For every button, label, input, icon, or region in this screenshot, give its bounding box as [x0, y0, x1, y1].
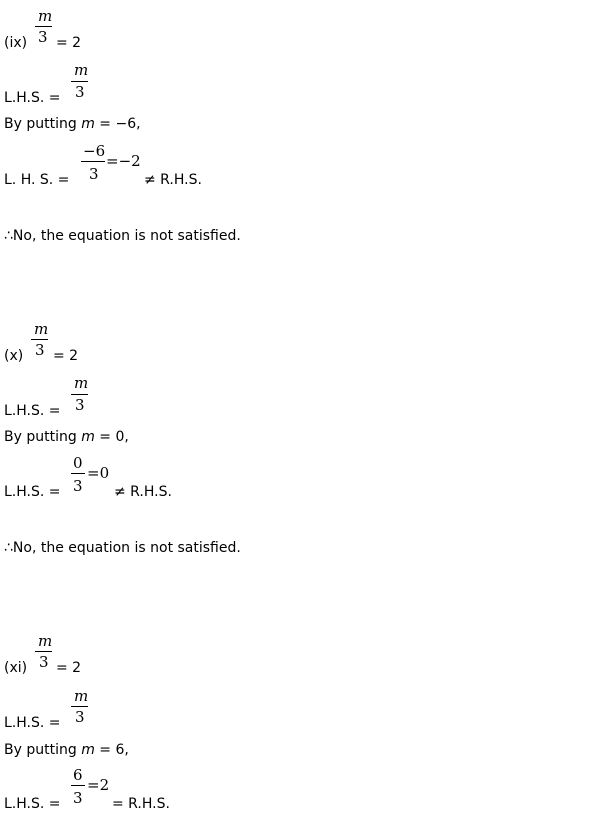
eval-numerator: 0 [73, 454, 83, 472]
eval-denominator: 3 [89, 165, 99, 183]
substitution-line [4, 116, 141, 132]
fraction-bar [71, 81, 88, 82]
fraction-bar [71, 785, 85, 786]
eq-denominator: 3 [39, 653, 49, 671]
eval-label: L.H.S. = [4, 484, 61, 500]
eval-compare: ≠ R.H.S. [144, 172, 202, 188]
lhs-label: L.H.S. = [4, 90, 61, 106]
eval-numerator: 6 [73, 766, 83, 784]
lhs-denominator: 3 [75, 708, 85, 726]
eval-result: =2 [87, 776, 110, 794]
substitution-line [4, 742, 129, 758]
put-variable: m [81, 742, 95, 758]
conclusion: ∴No, the equation is not satisfied. [4, 540, 241, 556]
lhs-denominator: 3 [75, 83, 85, 101]
fraction-bar [71, 473, 85, 474]
put-variable: m [81, 116, 95, 132]
put-value: = −6, [99, 116, 141, 132]
fraction-bar [71, 706, 88, 707]
eval-result: =0 [87, 464, 110, 482]
put-text: By putting [4, 742, 77, 758]
lhs-numerator: m [74, 374, 89, 392]
eval-denominator: 3 [73, 789, 83, 807]
lhs-numerator: m [74, 61, 89, 79]
eval-compare: ≠ R.H.S. [114, 484, 172, 500]
section-label: (x) [4, 348, 24, 364]
lhs-numerator: m [74, 687, 89, 705]
eval-label: L. H. S. = [4, 172, 70, 188]
eq-rhs: = 2 [56, 660, 82, 676]
eq-denominator: 3 [38, 28, 48, 46]
put-variable: m [81, 429, 95, 445]
fraction-bar [31, 339, 48, 340]
eval-denominator: 3 [73, 477, 83, 495]
eval-numerator: −6 [83, 142, 106, 160]
eval-result: =−2 [106, 152, 141, 170]
put-value: = 0, [99, 429, 129, 445]
lhs-label: L.H.S. = [4, 403, 61, 419]
put-value: = 6, [99, 742, 129, 758]
put-text: By putting [4, 116, 77, 132]
lhs-label: L.H.S. = [4, 715, 61, 731]
eq-numerator: m [38, 632, 53, 650]
eq-denominator: 3 [35, 341, 45, 359]
fraction-bar [35, 651, 52, 652]
fraction-bar [81, 161, 105, 162]
fraction-bar [35, 26, 52, 27]
eval-label: L.H.S. = [4, 796, 61, 812]
substitution-line [4, 429, 129, 445]
eq-numerator: m [38, 7, 53, 25]
conclusion: ∴No, the equation is not satisfied. [4, 228, 241, 244]
lhs-denominator: 3 [75, 396, 85, 414]
section-label: (xi) [4, 660, 28, 676]
eq-rhs: = 2 [53, 348, 79, 364]
fraction-bar [71, 394, 88, 395]
eq-rhs: = 2 [56, 35, 82, 51]
eq-numerator: m [34, 320, 49, 338]
put-text: By putting [4, 429, 77, 445]
section-label: (ix) [4, 35, 28, 51]
eval-compare: = R.H.S. [112, 796, 170, 812]
